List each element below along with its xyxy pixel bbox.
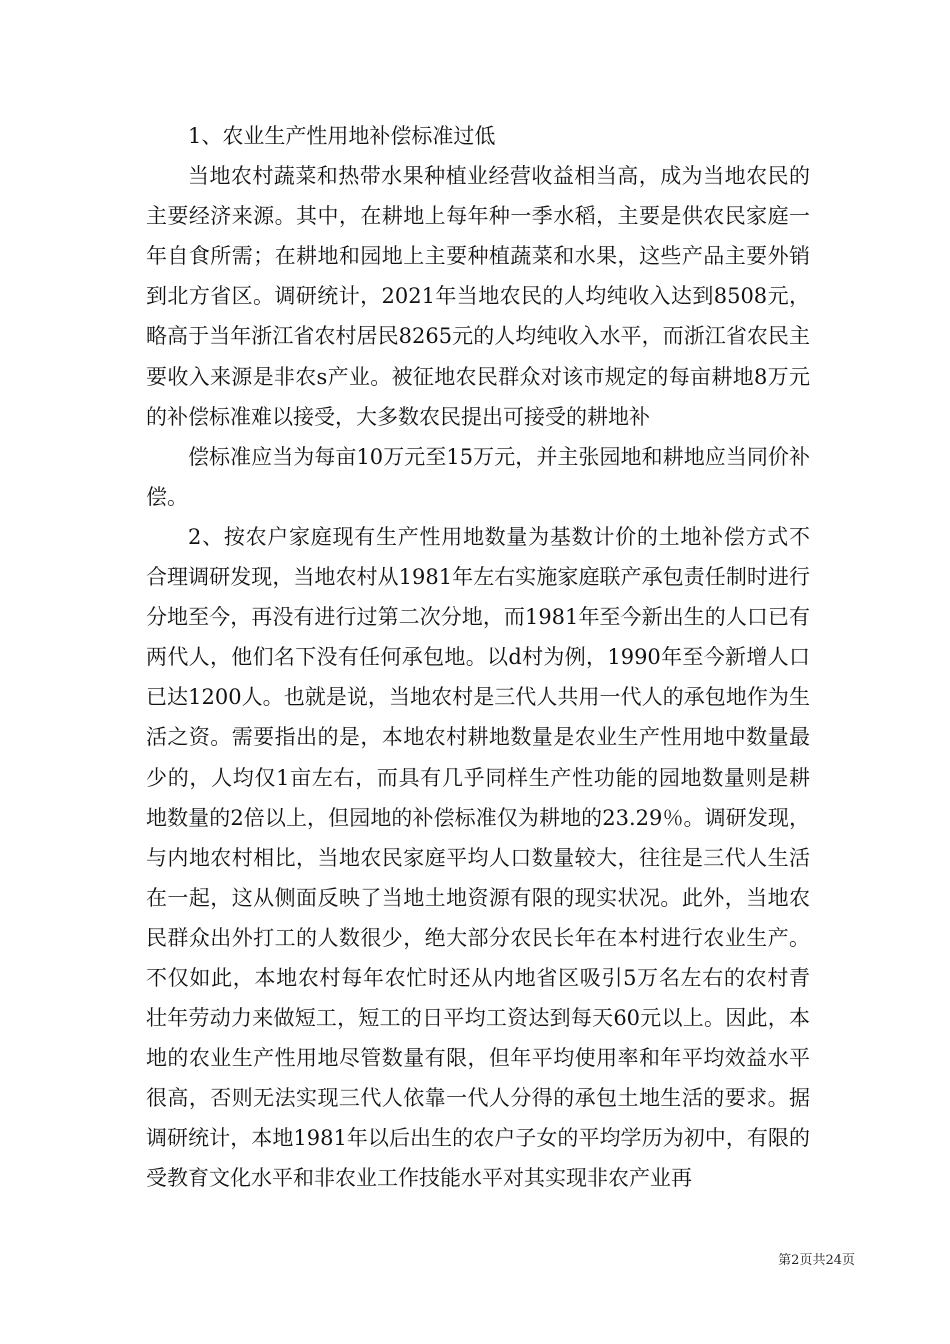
document-body [146, 116, 810, 1199]
paragraph-income: 当地农村蔬菜和热带水果种植业经营收益相当高，成为当地农民的主要经济来源。其中，在耕地上每年种一季水稻，主要是供农民家庭一年自食所需；在耕地和园地上主要种植蔬菜和水果，这些产品主要外销到北方省区。调研统计，2021年当地农民的人均纯收入达到8508元，略高于当年浙江省农村居民8265元的人均纯收入水平，而浙江省农民主要收入来源是非农s产业。被征地农民群众对该市规定的每亩耕地8万元的补偿标准难以接受，大多数农民提出可接受的耕地补 [146, 164, 810, 429]
paragraph-section-2: 2、按农户家庭现有生产性用地数量为基数计价的土地补偿方式不合理调研发现，当地农村从1981年左右实施家庭联产承包责任制时进行分地至今，再没有进行过第二次分地，而1981年至今新出生的人口已有两代人，他们名下没有任何承包地。以d村为例，1990年至今新增人口已达1200人。也就是说，当地农村是三代人共用一代人的承包地作为生活之资。需要指出的是，本地农村耕地数量是农业生产性用地中数量最少的，人均仅1亩左右，而具有几乎同样生产性功能的园地数量则是耕地数量的2倍以上，但园地的补偿标准仅为耕地的23.29％。调研发现，与内地农村相比，当地农民家庭平均人口数量较大，往往是三代人生活在一起，这从侧面反映了当地土地资源有限的现实状况。此外，当地农民群众出外打工的人数很少，绝大部分农民长年在本村进行农业生产。不仅如此，本地农村每年农忙时还从内地省区吸引5万名左右的农村青壮年劳动力来做短工，短工的日平均工资达到每天60元以上。因此，本地的农业生产性用地尽管数量有限，但年平均使用率和年平均效益水平很高，否则无法实现三代人依靠一代人分得的承包土地生活的要求。据调研统计，本地1981年以后出生的农户子女的平均学历为初中，有限的受教育文化水平和非农业工作技能水平对其实现非农产业再 [146, 524, 810, 1191]
section-heading-1: 1、农业生产性用地补偿标准过低 [188, 124, 496, 148]
page-number-footer: 第2页共24页 [778, 1253, 855, 1268]
paragraph-compensation-claim: 偿标准应当为每亩10万元至15万元，并主张园地和耕地应当同价补偿。 [146, 444, 810, 509]
